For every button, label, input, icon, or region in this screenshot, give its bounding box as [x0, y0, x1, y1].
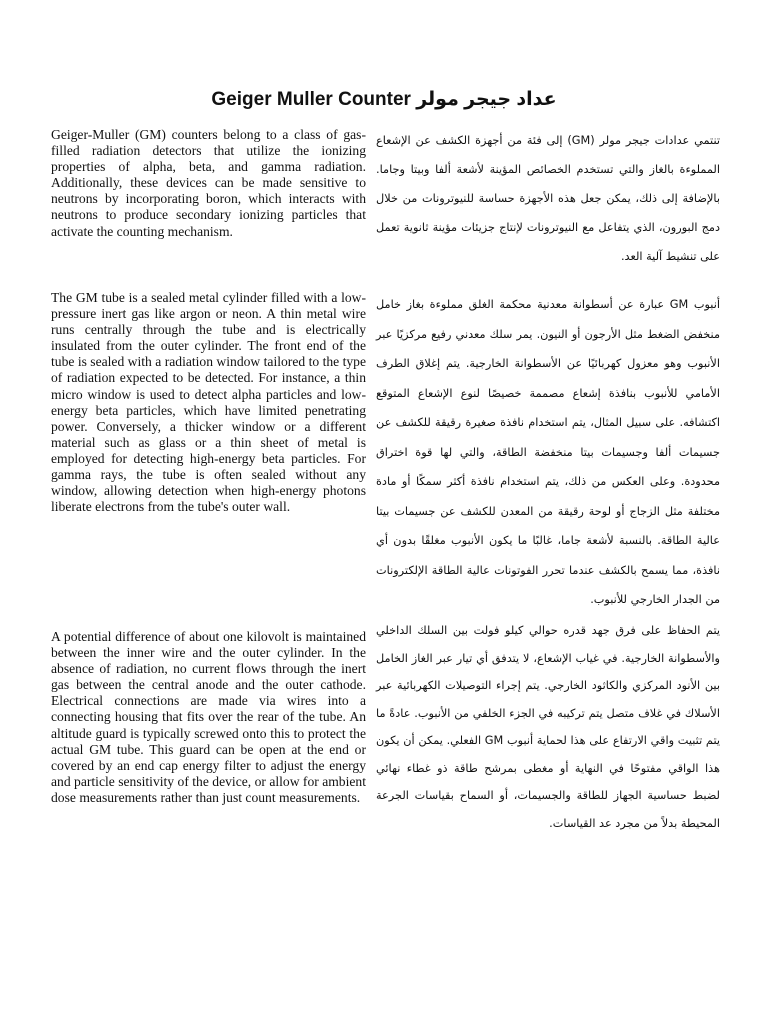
arabic-paragraph-3: يتم الحفاظ على فرق جهد قدره حوالي كيلو فولت بين السلك الداخلي والأسطوانة الخارجية. في غياب الإشعاع، لا يتدفق أي تيار عبر الغاز الخامل بين الأنود المركزي والكاثود الخارجي. يتم إجراء التوصيلات الكهربائية عبر الأسلاك في غلاف متصل يتم تركيبه في الجزء الخلفي من الأنبوب. عادةً ما يتم تثبيت واقي الارتفاع على هذا لحماية أنبوب GM الفعلي. يمكن أن يكون هذا الواقي مفتوحًا في النهاية أو مغطى بمرشح طاقة ذو غطاء نهائي لضبط حساسية الجهاز للطاقة والجسيمات، أو السماح بقياسات الجرعة المحيطة بدلاً من مجرد عد القياسات. — [376, 624, 720, 830]
document-title: Geiger Muller Counter عداد جيجر مولر — [211, 89, 557, 110]
english-paragraph-2: The GM tube is a sealed metal cylinder filled with a low-pressure inert gas like argon or neon. A thin metal wire runs centrally through the tube and is electrically insulated from the outer cylinder. The front end of the tube is sealed with a radiation window tailored to the type of radiation expected to be detected. For instance, a thin micro window is used to detect alpha particles and low-energy beta particles, which have limited penetrating power. Conversely, a thicker window or a different material such as glass or a thin sheet of metal is employed for detecting high-energy beta particles. For gamma rays, the tube is often sealed without any window, allowing detection when high-energy photons liberate electrons from the tube's outer wall. — [51, 290, 366, 515]
arabic-paragraph-1: تنتمي عدادات جيجر مولر (GM) إلى فئة من أجهزة الكشف عن الإشعاع المملوءة بالغاز والتي تستخدم الخصائص المؤينة لأشعة ألفا وبيتا وجاما. بالإضافة إلى ذلك، يمكن جعل هذه الأجهزة حساسة للنيوترونات من خلال دمج البورون، الذي يتفاعل مع النيوترونات لإنتاج جزيئات مؤينة ثانوية تعمل على تنشيط آلية العد. — [376, 134, 720, 263]
english-paragraph-1: Geiger-Muller (GM) counters belong to a class of gas-filled radiation detectors that utilize the ionizing properties of alpha, beta, and gamma radiation. Additionally, these devices can be made sensitive to neutrons by incorporating boron, which interacts with neutrons to produce secondary ionizing particles that activate the counting mechanism. — [51, 127, 366, 239]
arabic-paragraph-2: أنبوب GM عبارة عن أسطوانة معدنية محكمة الغلق مملوءة بغاز خامل منخفض الضغط مثل الأرجون أو النيون. يمر سلك معدني رفيع مركزيًا عبر الأنبوب وهو معزول كهربائيًا عن الأسطوانة الخارجية. يتم إغلاق الطرف الأمامي للأنبوب بنافذة إشعاع مصممة خصيصًا لنوع الإشعاع المتوقع اكتشافه. على سبيل المثال، يتم استخدام نافذة صغيرة رقيقة للكشف عن جسيمات ألفا وجسيمات بيتا منخفضة الطاقة، والتي لها قوة اختراق محدودة. وعلى العكس من ذلك، يتم استخدام نافذة أكثر سمكًا أو مادة مختلفة مثل الزجاج أو لوحة رقيقة من المعدن للكشف عن جسيمات بيتا عالية الطاقة. بالنسبة لأشعة جاما، غالبًا ما يكون الأنبوب مغلقًا بدون أي نافذة، مما يسمح بالكشف عندما تحرر الفوتونات عالية الطاقة الإلكترونات من الجدار الخارجي للأنبوب. — [376, 298, 720, 606]
english-paragraph-3: A potential difference of about one kilovolt is maintained between the inner wire and the outer cylinder. In the absence of radiation, no current flows through the inert gas between the central anode and the outer cathode. Electrical connections are made via wires into a connecting housing that fits over the rear of the tube. An altitude guard is typically screwed onto this to protect the actual GM tube. This guard can be open at the end or covered by an end cap energy filter to adjust the energy and particle sensitivity of the device, or allow for ambient dose measurements rather than just count measurements. — [51, 629, 366, 805]
